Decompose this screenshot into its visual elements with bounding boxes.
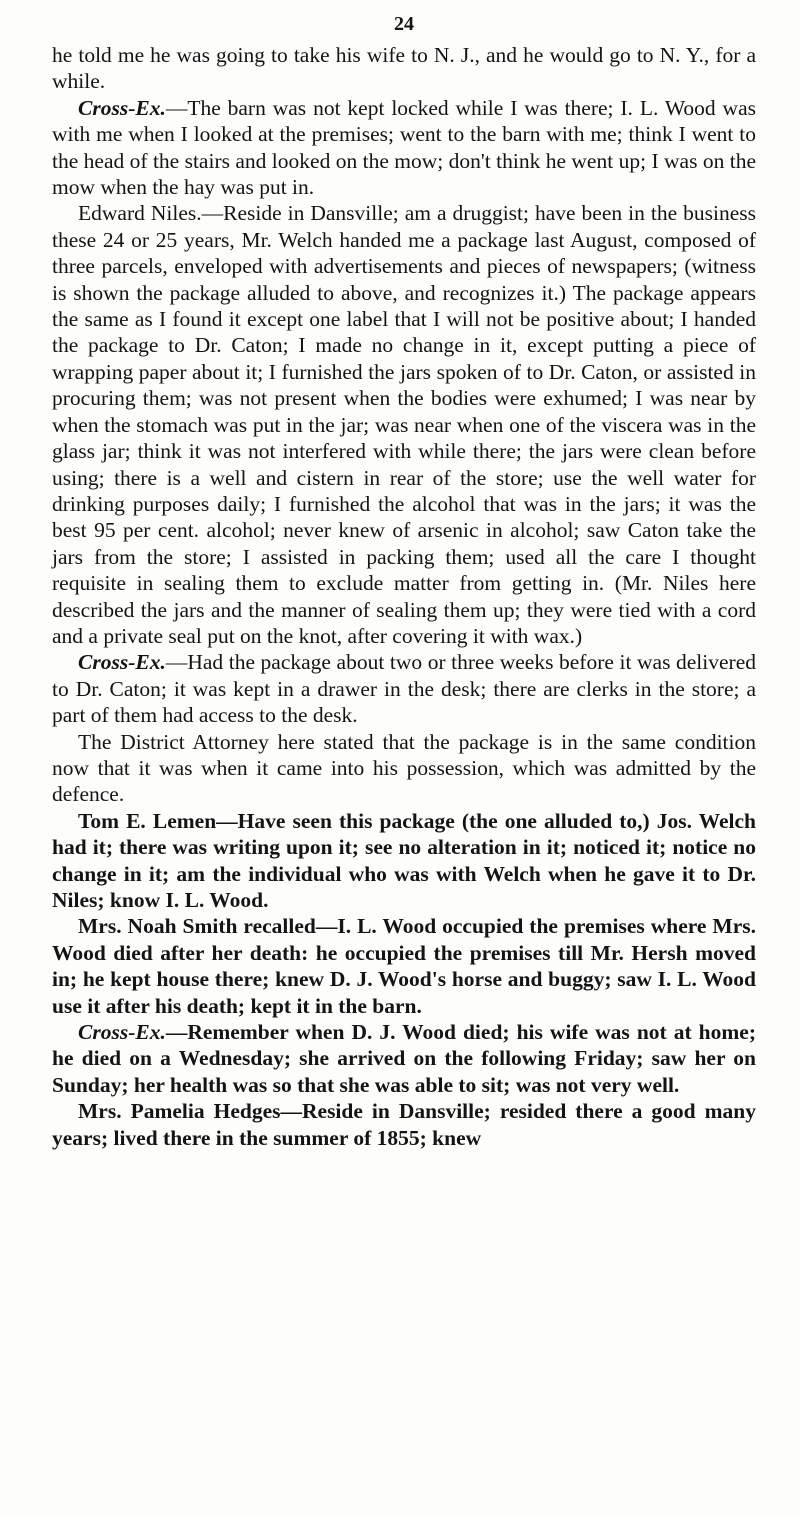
paragraph xyxy=(52,808,756,914)
speaker-label: Cross-Ex. xyxy=(78,650,166,675)
paragraph-text: Mrs. Noah Smith recalled—I. L. Wood occupied the premises where Mrs. Wood died after her death: he occupied the premises till Mr. Hersh moved in; he kept house there; knew D. J. Wood's horse and buggy; saw I. L. Wood use it after his death; kept it in the barn. xyxy=(52,914,756,1018)
document-body xyxy=(52,42,756,1151)
paragraph-text: —The barn was not kept locked while I was there; I. L. Wood was with me when I looked at the premises; went to the barn with me; think I went to the head of the stairs and looked on the mow; don't think he went up; I was on the mow when the hay was put in. xyxy=(52,95,756,200)
paragraph-text: —Had the package about two or three weeks before it was delivered to Dr. Caton; it was kept in a drawer in the desk; there are clerks in the store; a part of them had access to the desk. xyxy=(52,650,756,728)
paragraph xyxy=(52,729,756,808)
paragraph-text: —Remember when D. J. Wood died; his wife was not at home; he died on a Wednesday; she arrived on the following Friday; saw her on Sunday; her health was so that she was able to sit; was not very well. xyxy=(52,1020,756,1097)
paragraph xyxy=(52,200,756,649)
paragraph-text: Mrs. Pamelia Hedges—Reside in Dansville; resided there a good many years; lived there in the summer of 1855; knew xyxy=(52,1099,756,1150)
speaker-label: Cross-Ex. xyxy=(78,95,166,120)
paragraph-text: The District Attorney here stated that the package is in the same condition now that it was when it came into his possession, which was admitted by the defence. xyxy=(52,729,756,807)
page-number: 24 xyxy=(394,13,414,35)
paragraph xyxy=(52,1019,756,1098)
paragraph xyxy=(52,1098,756,1151)
paragraph xyxy=(52,649,756,728)
paragraph-text: Edward Niles.—Reside in Dansville; am a druggist; have been in the business these 24 or 25 years, Mr. Welch handed me a package last August, composed of three parcels, enveloped with advertisements and pieces of newspapers; (witness is shown the package alluded to above, and recognizes it.) The package appears the same as I found it except one label that I will not be positive about; I handed the package to Dr. Caton; I made no change in it, except putting a piece of wrapping paper about it; I furnished the jars spoken of to Dr. Caton, or assisted in procuring them; was not present when the bodies were exhumed; I was near by when the stomach was put in the jar; was near when one of the viscera was in the glass jar; think it was not interfered with while there; the jars were clean before using; there is a well and cistern in rear of the store; use the well water for drinking purposes daily; I furnished the alcohol that was in the jars; it was the best 95 per cent. alcohol; never knew of arsenic in alcohol; saw Caton take the jars from the store; I assisted in packing them; used all the care I thought requisite in sealing them to exclude matter from getting in. (Mr. Niles here described the jars and the manner of sealing them up; they were tied with a cord and a private seal put on the knot, after covering it with wax.) xyxy=(52,201,756,648)
paragraph-text: Tom E. Lemen—Have seen this package (the one alluded to,) Jos. Welch had it; there was writing upon it; see no alteration in it; noticed it; notice no change in it; am the individual who was with Welch when he gave it to Dr. Niles; know I. L. Wood. xyxy=(52,808,756,912)
paragraph xyxy=(52,95,756,201)
paragraph xyxy=(52,913,756,1019)
paragraph xyxy=(52,42,756,95)
paragraph-text: he told me he was going to take his wife to N. J., and he would go to N. Y., for a while. xyxy=(52,43,756,94)
speaker-label: Cross-Ex. xyxy=(78,1020,166,1045)
